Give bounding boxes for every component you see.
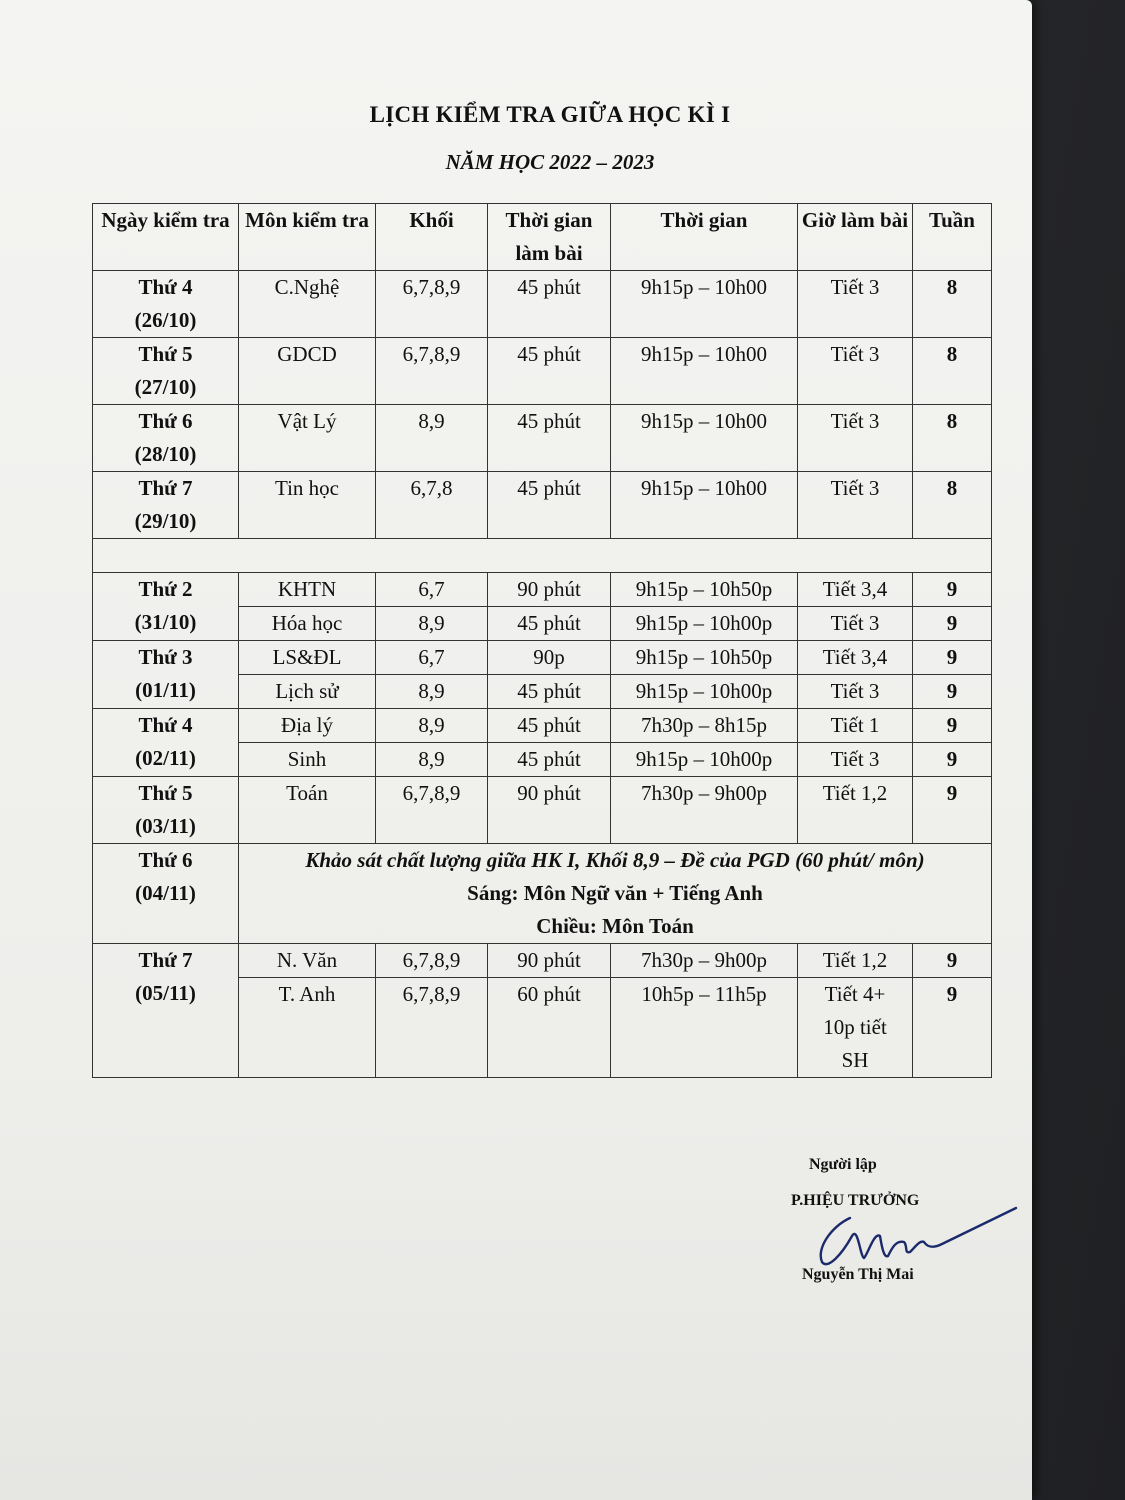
duration-cell: 45 phút bbox=[488, 709, 611, 743]
table-row bbox=[93, 573, 992, 607]
duration-cell: 45 phút bbox=[488, 743, 611, 777]
grades-cell: 6,7,8,9 bbox=[376, 338, 488, 405]
grades-cell: 8,9 bbox=[376, 675, 488, 709]
time-cell: 9h15p – 10h00 bbox=[611, 472, 798, 539]
time-cell: 9h15p – 10h00 bbox=[611, 405, 798, 472]
time-cell: 9h15p – 10h00 bbox=[611, 271, 798, 338]
week-cell: 9 bbox=[913, 675, 992, 709]
date-cell: Thứ 5 (03/11) bbox=[93, 777, 239, 844]
grades-cell: 6,7,8 bbox=[376, 472, 488, 539]
table-row bbox=[93, 405, 992, 472]
week-cell: 8 bbox=[913, 338, 992, 405]
date-cell: Thứ 4 (02/11) bbox=[93, 709, 239, 777]
week-cell: 9 bbox=[913, 573, 992, 607]
duration-cell: 60 phút bbox=[488, 978, 611, 1078]
header-row bbox=[93, 204, 992, 271]
time-cell: 9h15p – 10h00p bbox=[611, 675, 798, 709]
survey-note-line2: Sáng: Môn Ngữ văn + Tiếng Anh bbox=[467, 881, 763, 905]
period-cell: Tiết 1,2 bbox=[798, 944, 913, 978]
grades-cell: 8,9 bbox=[376, 709, 488, 743]
subject-cell: KHTN bbox=[239, 573, 376, 607]
table-row bbox=[93, 271, 992, 338]
duration-cell: 90 phút bbox=[488, 777, 611, 844]
week-cell: 9 bbox=[913, 607, 992, 641]
duration-cell: 45 phút bbox=[488, 271, 611, 338]
subject-cell: Toán bbox=[239, 777, 376, 844]
spacer-row bbox=[93, 539, 992, 573]
grades-cell: 8,9 bbox=[376, 405, 488, 472]
grades-cell: 6,7,8,9 bbox=[376, 777, 488, 844]
table-row bbox=[93, 641, 992, 675]
header-duration: Thời gian làm bài bbox=[488, 204, 611, 271]
table-row bbox=[93, 709, 992, 743]
subject-cell: Lịch sử bbox=[239, 675, 376, 709]
time-cell: 9h15p – 10h00p bbox=[611, 607, 798, 641]
survey-note-line1: Khảo sát chất lượng giữa HK I, Khối 8,9 – Đề của PGD (60 phút/ môn) bbox=[305, 848, 925, 872]
period-cell: Tiết 3 bbox=[798, 271, 913, 338]
time-cell: 9h15p – 10h50p bbox=[611, 573, 798, 607]
period-cell: Tiết 3 bbox=[798, 743, 913, 777]
date-cell: Thứ 5 (27/10) bbox=[93, 338, 239, 405]
period-cell: Tiết 1 bbox=[798, 709, 913, 743]
duration-cell: 45 phút bbox=[488, 675, 611, 709]
grades-cell: 6,7,8,9 bbox=[376, 944, 488, 978]
period-cell: Tiết 3,4 bbox=[798, 641, 913, 675]
period-cell: Tiết 3 bbox=[798, 607, 913, 641]
time-cell: 9h15p – 10h50p bbox=[611, 641, 798, 675]
week-cell: 8 bbox=[913, 405, 992, 472]
duration-cell: 90 phút bbox=[488, 573, 611, 607]
week-cell: 9 bbox=[913, 641, 992, 675]
duration-cell: 90 phút bbox=[488, 944, 611, 978]
subject-cell: Địa lý bbox=[239, 709, 376, 743]
time-cell: 7h30p – 8h15p bbox=[611, 709, 798, 743]
date-cell: Thứ 7 (29/10) bbox=[93, 472, 239, 539]
header-subject: Môn kiểm tra bbox=[239, 204, 376, 271]
header-grades: Khối bbox=[376, 204, 488, 271]
document-subtitle: NĂM HỌC 2022 – 2023 bbox=[445, 150, 655, 174]
duration-cell: 45 phút bbox=[488, 607, 611, 641]
subject-cell: T. Anh bbox=[239, 978, 376, 1078]
subject-cell: LS&ĐL bbox=[239, 641, 376, 675]
week-cell: 9 bbox=[913, 743, 992, 777]
time-cell: 10h5p – 11h5p bbox=[611, 978, 798, 1078]
handwritten-signature bbox=[812, 1196, 1022, 1276]
grades-cell: 8,9 bbox=[376, 743, 488, 777]
period-cell: Tiết 3 bbox=[798, 338, 913, 405]
survey-note-cell bbox=[239, 844, 992, 944]
header-period: Giờ làm bài bbox=[798, 204, 913, 271]
duration-cell: 45 phút bbox=[488, 338, 611, 405]
table-row bbox=[93, 944, 992, 978]
week-cell: 9 bbox=[913, 978, 992, 1078]
duration-cell: 45 phút bbox=[488, 472, 611, 539]
date-cell: Thứ 6 (04/11) bbox=[93, 844, 239, 944]
grades-cell: 6,7,8,9 bbox=[376, 271, 488, 338]
week-cell: 9 bbox=[913, 709, 992, 743]
header-time: Thời gian bbox=[611, 204, 798, 271]
duration-cell: 45 phút bbox=[488, 405, 611, 472]
grades-cell: 6,7 bbox=[376, 573, 488, 607]
time-cell: 7h30p – 9h00p bbox=[611, 944, 798, 978]
period-cell: Tiết 3 bbox=[798, 405, 913, 472]
date-cell: Thứ 3 (01/11) bbox=[93, 641, 239, 709]
position-label: P.HIỆU TRƯỞNG bbox=[791, 1192, 920, 1209]
grades-cell: 6,7 bbox=[376, 641, 488, 675]
survey-note-line3: Chiều: Môn Toán bbox=[536, 914, 694, 938]
week-cell: 9 bbox=[913, 777, 992, 844]
time-cell: 9h15p – 10h00 bbox=[611, 338, 798, 405]
date-cell: Thứ 4 (26/10) bbox=[93, 271, 239, 338]
period-cell: Tiết 4+ 10p tiết SH bbox=[798, 978, 913, 1078]
grades-cell: 8,9 bbox=[376, 607, 488, 641]
exam-schedule-table bbox=[92, 203, 992, 1078]
week-cell: 8 bbox=[913, 472, 992, 539]
subject-cell: GDCD bbox=[239, 338, 376, 405]
time-cell: 9h15p – 10h00p bbox=[611, 743, 798, 777]
period-cell: Tiết 3 bbox=[798, 675, 913, 709]
grades-cell: 6,7,8,9 bbox=[376, 978, 488, 1078]
survey-note-row bbox=[93, 844, 992, 944]
table-row bbox=[93, 472, 992, 539]
subject-cell: N. Văn bbox=[239, 944, 376, 978]
prepared-by-label: Người lập bbox=[809, 1156, 877, 1173]
table-row bbox=[93, 777, 992, 844]
document-title: LỊCH KIỂM TRA GIỮA HỌC KÌ I bbox=[369, 102, 731, 127]
period-cell: Tiết 1,2 bbox=[798, 777, 913, 844]
header-date: Ngày kiểm tra bbox=[93, 204, 239, 271]
date-cell: Thứ 2 (31/10) bbox=[93, 573, 239, 641]
week-cell: 9 bbox=[913, 944, 992, 978]
subject-cell: Vật Lý bbox=[239, 405, 376, 472]
date-cell: Thứ 6 (28/10) bbox=[93, 405, 239, 472]
subject-cell: Tin học bbox=[239, 472, 376, 539]
date-cell: Thứ 7 (05/11) bbox=[93, 944, 239, 1078]
table-row bbox=[93, 338, 992, 405]
header-week: Tuần bbox=[913, 204, 992, 271]
signer-name: Nguyễn Thị Mai bbox=[802, 1266, 914, 1283]
subject-cell: C.Nghệ bbox=[239, 271, 376, 338]
week-cell: 8 bbox=[913, 271, 992, 338]
time-cell: 7h30p – 9h00p bbox=[611, 777, 798, 844]
subject-cell: Hóa học bbox=[239, 607, 376, 641]
spacer-cell bbox=[93, 539, 992, 573]
subject-cell: Sinh bbox=[239, 743, 376, 777]
period-cell: Tiết 3,4 bbox=[798, 573, 913, 607]
duration-cell: 90p bbox=[488, 641, 611, 675]
period-cell: Tiết 3 bbox=[798, 472, 913, 539]
